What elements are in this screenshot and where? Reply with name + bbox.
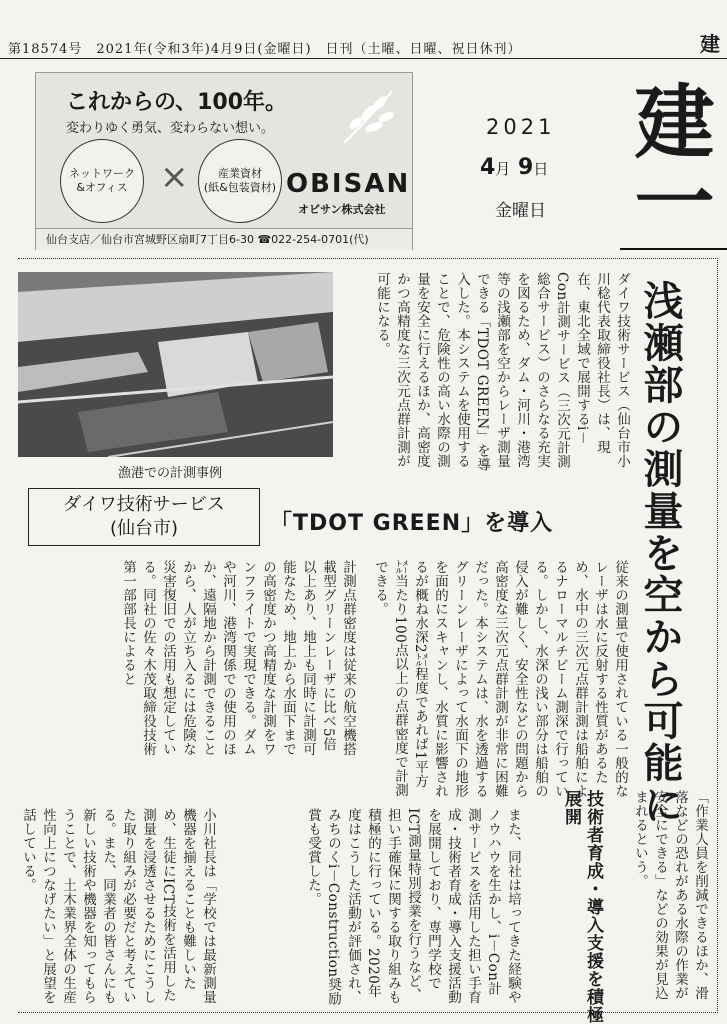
article-divider-bottom	[18, 1012, 718, 1013]
date-day-unit: 日	[533, 160, 549, 178]
title-rule	[620, 248, 727, 250]
body-paragraph-4: 小川社長は「学校では最新測量機器を揃えることも難しいため、生徒にICT技術を活用した測量を浸透させるためにこうした取り組みが必要だと考えている。また、同業者の皆さんにも新しい技術や機器を知ってもらうことで、土木業界全体の生産性向上につなげたい」と展望を話している。	[20, 808, 216, 1004]
company-name: ダイワ技術サービス	[63, 494, 225, 515]
company-location: (仙台市)	[109, 518, 179, 539]
sub-headline: 「TDOT GREEN」を導入	[270, 511, 554, 536]
leaf-illustration-icon	[334, 83, 404, 153]
ad-circle-materials: 産業資材 (紙&包装資材)	[198, 139, 282, 223]
article-divider-top	[18, 258, 718, 259]
effect-note: 「作業人員を削減できるほか、滑落などの恐れがある水際の作業が安全にできる」などの効果が見込まれるという。	[632, 790, 708, 1000]
company-box	[28, 488, 260, 546]
date-month-unit: 月	[495, 160, 511, 178]
ad-brand-logo: OBISAN	[286, 169, 411, 199]
date-month: 4	[480, 155, 496, 180]
lead-paragraph: ダイワ技術サービス（仙台市小川稔代表取締役社長）は、現在、東北全域で展開するi－Con計測サービス（三次元計測総合サービス）のさらなる充実を図るため、ダム・河川・港湾等の浅瀬部を空からレーザ測量できる「TDOT GREEN」を導入した。本システムを使用することで、危険性の高い水際の測量を安全に行えるほか、高密度かつ高精度な三次元点群計測が可能になる。	[374, 272, 630, 472]
photo-caption: 漁港での計測事例	[118, 466, 223, 481]
date-month-day	[480, 155, 548, 180]
harbor-photo-image	[18, 272, 333, 457]
ad-address: 仙台支店／仙台市宮城野区扇町7丁目6-30 ☎022-254-0701(代)	[36, 228, 412, 250]
body-paragraph-2: 計測点群密度は従来の航空機搭載型グリーンレーザに比べ5倍以上あり、地上も同時に計測可能なため、地上から水面下までの高密度かつ高精度な計測をワンフライトで実現できる。ダムや河川、港湾関係での使用のほか、遠隔地から計測できることから、人が立ち入るには危険な災害復旧での活用も想定している。同社の佐々木茂取締役技術第一部部長によると	[120, 560, 356, 756]
date-year: 2021	[486, 115, 556, 139]
times-icon: ×	[160, 157, 189, 197]
corner-logo: 建	[700, 32, 720, 56]
section-heading: 技術者育成・導入支援を積極展開	[561, 790, 603, 1024]
date-day: 9	[518, 155, 534, 180]
body-paragraph-1: 従来の測量で使用されている一般的なレーザは水に反射する性質があるため、水中の三次元点群計測は船舶によるナローマルチビーム測深で行っている。しかし、水深の浅い部分は船舶の侵入が難しく、安全性などの問題から高密度な三次元点群計測が非常に困難だった。本システムは、水を透過するグリーンレーザによって水面下の地形を面的にスキャンし、水質に影響されるが概ね水深2㍍程度であれば1平方㍍当たり100点以上の点群密度で計測できる。	[372, 560, 628, 798]
ad-subline: 変わりゆく勇気、変わらない想い。	[66, 121, 275, 136]
article-divider-right	[717, 258, 718, 1013]
ad-company-name: オビサン株式会社	[298, 203, 386, 216]
ad-headline: これからの、100年。	[66, 90, 288, 115]
paper-title: 建一	[621, 80, 715, 240]
header-rule	[0, 58, 727, 59]
main-headline: 浅瀬部の測量を空から可能に	[637, 280, 684, 826]
advertisement[interactable]	[35, 72, 413, 250]
harbor-photo[interactable]	[18, 272, 333, 457]
issue-line: 第18574号 2021年(令和3年)4月9日(金曜日) 日刊（土曜、日曜、祝日休刊）	[8, 42, 522, 57]
ad-circle-network: ネットワーク &オフィス	[60, 139, 144, 223]
body-paragraph-3: また、同社は培ってきた経験やノウハウを生かし、i－Con計測サービスを活用した担い手育成・技術者育成・導入支援活動を展開しており、専門学校でICT測量特別授業を行うなど、担い手確保に関する取り組みも積極的に行っている。2020年度はこうした活動が評価され、みちのくi－Construction奨励賞も受賞した。	[305, 808, 521, 1006]
date-weekday: 金曜日	[495, 201, 546, 221]
